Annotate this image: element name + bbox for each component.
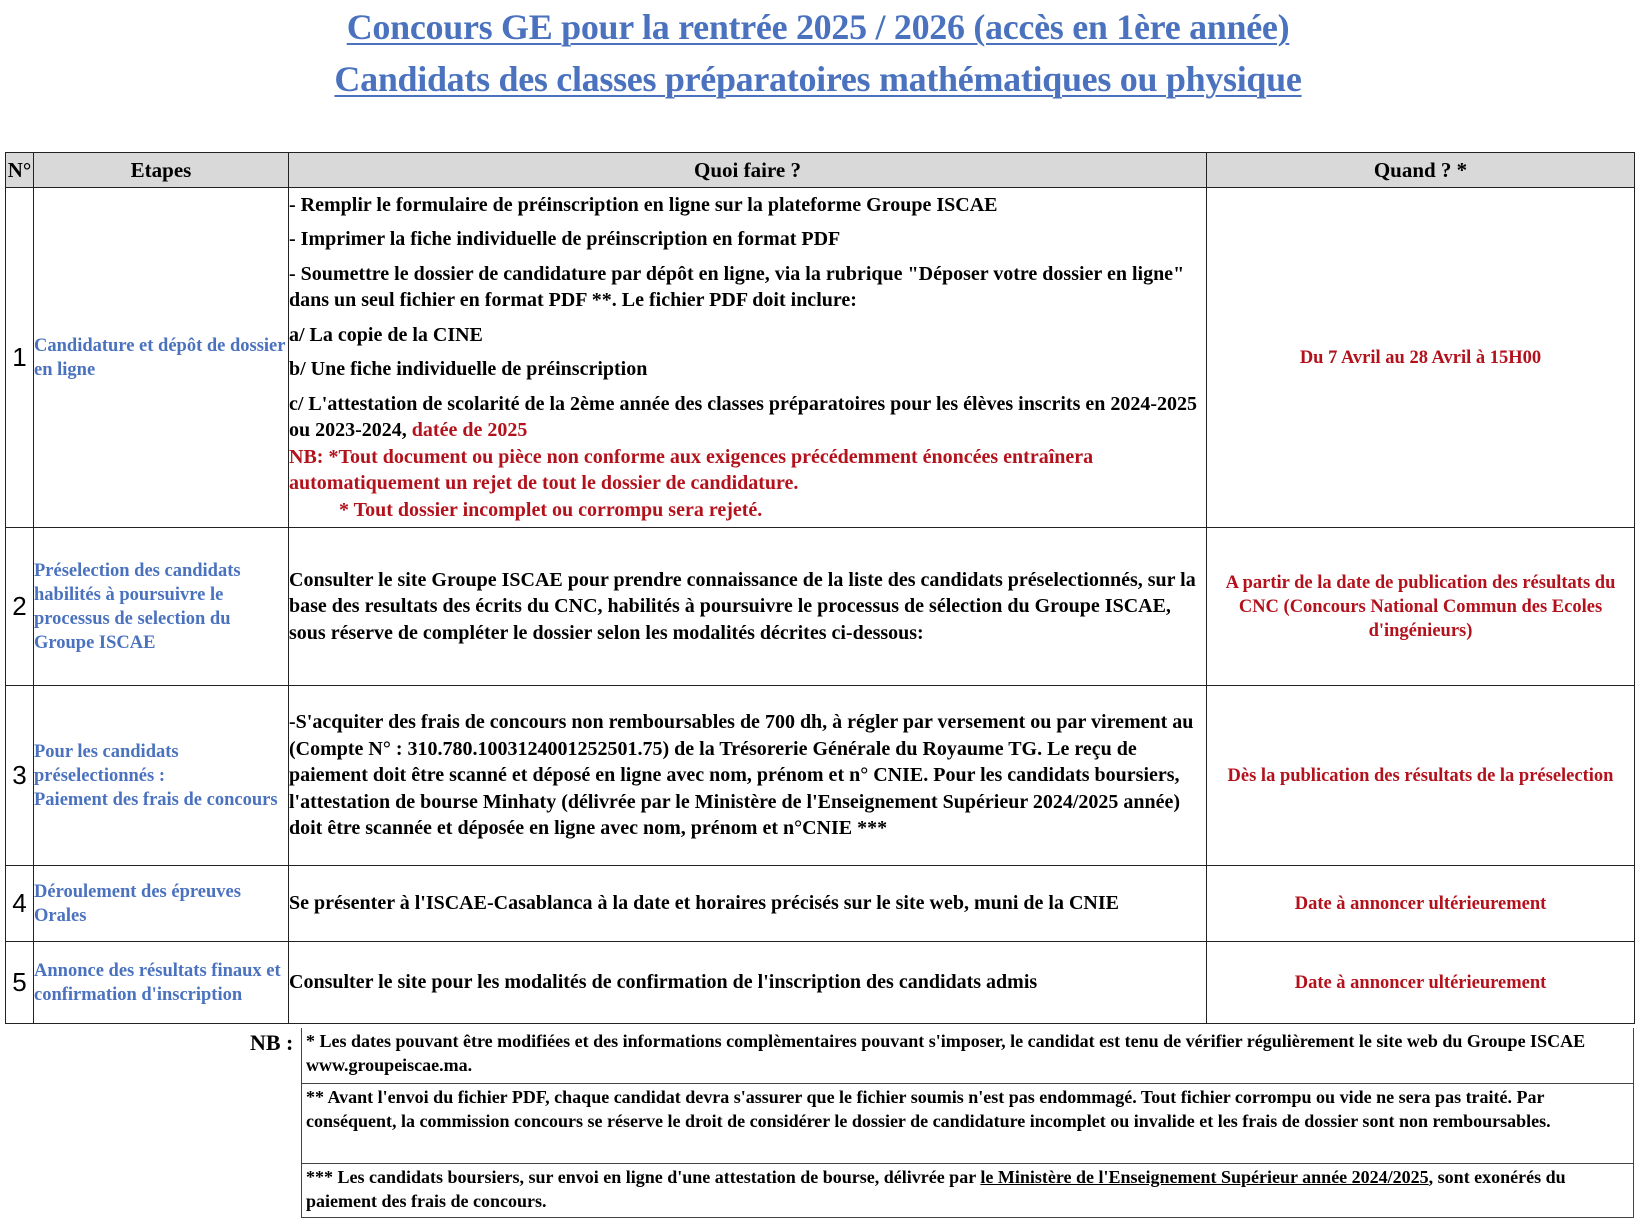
column-header-steps: Etapes [34,153,289,188]
deadline: Date à annoncer ultérieurement [1207,942,1635,1024]
step-label: Préselection des candidats habilités à poursuivre le processus de selection du Groupe ISCAE [34,528,289,686]
deadline: Dès la publication des résultats de la préselection [1207,686,1635,866]
warning-note: NB: *Tout document ou pièce non conforme aux exigences précédemment énoncées entraînera automatiquement un rejet de tout le dossier de candidature. [289,445,1094,495]
table-row [6,188,1635,528]
column-header-num: N° [6,153,34,188]
instruction-line: - Remplir le formulaire de préinscription en ligne sur la plateforme Groupe ISCAE [289,193,998,216]
column-header-what: Quoi faire ? [289,153,1207,188]
note-2: ** Avant l'envoi du fichier PDF, chaque candidat devra s'assurer que le fichier soumis n'est pas endommagé. Tout fichier corrompu ou vide ne sera pas traité. Par conséquent, la commission concours se réserve le droit de considérer le dossier de candidature incomplet ou invalide et les frais de dossier sont non remboursables. [302,1084,1634,1164]
document-item-c [289,391,1206,444]
row-number: 3 [6,686,34,866]
warning-note-2: * Tout dossier incomplet ou corrompu sera rejeté. [339,498,763,521]
row-number: 2 [6,528,34,686]
what-cell: Consulter le site Groupe ISCAE pour prendre connaissance de la liste des candidats préselectionnés, sur la base des resultats des écrits du CNC, habilités à poursuivre le processus de sélection du Groupe ISCAE, sous réserve de compléter le dossier selon les modalités décrites ci-dessous: [289,528,1207,686]
step-label-line: Paiement des frais de concours [34,789,278,810]
note-row [302,1164,1634,1218]
document-item-a: a/ La copie de la CINE [289,323,483,346]
instruction-line: - Imprimer la fiche individuelle de préinscription en format PDF [289,228,841,251]
page-title: Concours GE pour la rentrée 2025 / 2026 (accès en 1ère année) [346,7,1290,47]
step-label: Annonce des résultats finaux et confirmation d'inscription [34,942,289,1024]
deadline: Date à annoncer ultérieurement [1207,866,1635,942]
document-item-c-text: c/ L'attestation de scolarité de la 2ème année des classes préparatoires pour les élèves inscrits en 2024-2025 ou 2023-2024, [289,392,1198,442]
step-label-line: Pour les candidats préselectionnés : [34,741,179,786]
ministry-reference: le Ministère de l'Enseignement Supérieur année 2024/2025 [980,1167,1429,1187]
note-row [302,1084,1634,1164]
schedule-table [5,152,1635,1024]
note-3-text-end: , sont exonérés du paiement des frais de concours. [306,1167,1566,1211]
deadline: A partir de la date de publication des résultats du CNC (Concours National Commun des Ecoles d'ingénieurs) [1207,528,1635,686]
table-row [6,528,1635,686]
note-3 [302,1164,1634,1218]
step-label: Déroulement des épreuves Orales [34,866,289,942]
table-row [6,686,1635,866]
table-row [6,866,1635,942]
notes-label: NB : [250,1030,294,1055]
deadline: Du 7 Avril au 28 Avril à 15H00 [1207,188,1635,528]
instruction-line: - Soumettre le dossier de candidature par dépôt en ligne, via la rubrique "Déposer votre dossier en ligne" dans un seul fichier en format PDF **. Le fichier PDF doit inclure: [289,262,1185,312]
table-row [6,942,1635,1024]
page-subtitle: Candidats des classes préparatoires mathématiques ou physique [334,59,1302,99]
what-cell: Consulter le site pour les modalités de confirmation de l'inscription des candidats admis [289,942,1207,1024]
note-row [302,1028,1634,1084]
column-header-when: Quand ? * [1207,153,1635,188]
row-number: 4 [6,866,34,942]
note-3-text: *** Les candidats boursiers, sur envoi en ligne d'une attestation de bourse, délivrée par [306,1167,981,1187]
row-number: 1 [6,188,34,528]
notes-table [301,1028,1634,1218]
document-item-b: b/ Une fiche individuelle de préinscription [289,358,648,381]
what-cell: Se présenter à l'ISCAE-Casablanca à la date et horaires précisés sur le site web, muni de la CNIE [289,866,1207,942]
what-cell [289,188,1207,528]
step-label [34,686,289,866]
document-item-c-date: datée de 2025 [411,419,528,442]
note-1: * Les dates pouvant être modifiées et des informations complèmentaires pouvant s'imposer, le candidat est tenu de vérifier régulièrement le site web du Groupe ISCAE www.groupeiscae.ma. [302,1028,1634,1084]
table-header-row [6,153,1635,188]
what-cell: -S'acquiter des frais de concours non remboursables de 700 dh, à régler par versement ou par virement au (Compte N° : 310.780.1003124001252501.75) de la Trésorerie Générale du Royaume TG. Le reçu de paiement doit être scanné et déposé en ligne avec nom, prénom et n° CNIE. Pour les candidats boursiers, l'attestation de bourse Minhaty (délivrée par le Ministère de l'Enseignement Supérieur 2024/2025 année) doit être scannée et déposée en ligne avec nom, prénom et n°CNIE *** [289,686,1207,866]
row-number: 5 [6,942,34,1024]
step-label: Candidature et dépôt de dossier en ligne [34,188,289,528]
